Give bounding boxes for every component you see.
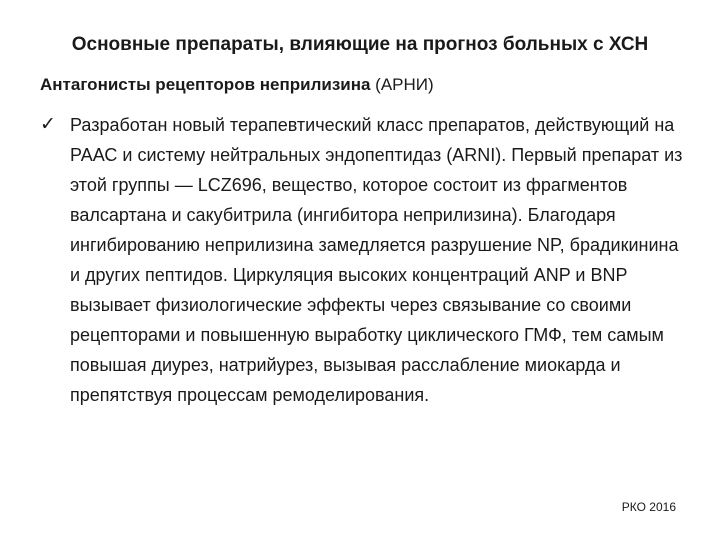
subheading-bold: Антагонисты рецепторов неприлизина	[40, 75, 371, 94]
footer-source: РКО 2016	[621, 500, 676, 514]
bullet-text: Разработан новый терапевтический класс препаратов, действующий на РААС и систему нейтральных эндопептидаз (ARNI). Первый препарат из этой группы — LCZ696, вещество, которое состоит из фрагментов валсартана и сакубитрила (ингибитора неприлизина). Благодаря ингибированию неприлизина замедляется разрушение NP, брадикинина и других пептидов. Циркуляция высоких концентраций ANP и BNP вызывает физиологические эффекты через связывание со своими рецепторами и повышенную выработку циклического ГМФ, тем самым повышая диурез, натрийурез, вызывая расслабление миокарда и препятствуя процессам ремоделирования.	[70, 115, 683, 405]
subheading	[40, 75, 434, 95]
slide-title: Основные препараты, влияющие на прогноз больных с ХСН	[71, 34, 649, 55]
subheading-normal: (АРНИ)	[370, 75, 434, 94]
checkmark-icon: ✓	[40, 114, 56, 135]
bullet-item	[40, 110, 690, 410]
